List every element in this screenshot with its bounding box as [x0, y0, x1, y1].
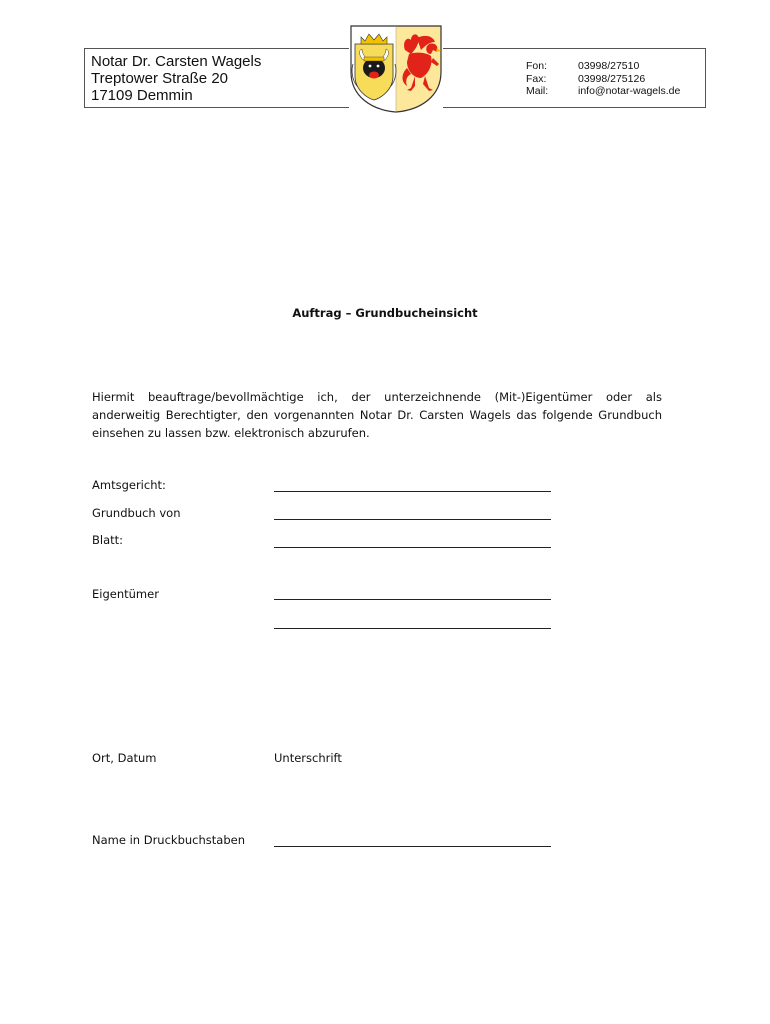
grundbuch-label: Grundbuch von: [92, 506, 181, 520]
eigentuemer-field-2[interactable]: [274, 616, 551, 629]
notary-address: [91, 53, 261, 104]
unterschrift-label: Unterschrift: [274, 751, 342, 765]
blatt-label: Blatt:: [92, 533, 124, 547]
contact-values: [578, 60, 680, 98]
amtsgericht-field[interactable]: [274, 478, 551, 492]
notary-street: Treptower Straße 20: [91, 70, 228, 87]
phone-label: Fon:: [526, 60, 548, 72]
blatt-field[interactable]: [274, 533, 551, 548]
coat-of-arms-icon: [349, 24, 443, 114]
eigentuemer-field-1[interactable]: [274, 587, 551, 600]
amtsgericht-label: Amtsgericht:: [92, 478, 166, 492]
mail-label: Mail:: [526, 85, 549, 97]
druckbuchstaben-field[interactable]: [274, 833, 551, 847]
email-link[interactable]: info@notar-wagels.de: [578, 85, 681, 97]
phone-number: 03998/27510: [578, 60, 640, 72]
authorization-paragraph: Hiermit beauftrage/bevollmächtige ich, der unterzeichnende (Mit-)Eigentümer oder als anderweitig Berechtigter, den vorgenannten Notar Dr. Carsten Wagels das folgende Grundbuch einsehen zu lassen bzw. elektronisch abzurufen.: [92, 390, 662, 440]
druckbuchstaben-label: Name in Druckbuchstaben: [92, 833, 245, 847]
grundbuch-field[interactable]: [274, 506, 551, 520]
fax-number: 03998/275126: [578, 72, 646, 85]
document-title: Auftrag – Grundbucheinsicht: [292, 306, 478, 320]
notary-city: 17109 Demmin: [91, 87, 193, 104]
eigentuemer-label: Eigentümer: [92, 587, 159, 601]
ort-datum-label: Ort, Datum: [92, 751, 157, 765]
fax-label: Fax:: [526, 72, 547, 85]
notary-name: Notar Dr. Carsten Wagels: [91, 53, 262, 70]
contact-labels: [526, 60, 548, 98]
